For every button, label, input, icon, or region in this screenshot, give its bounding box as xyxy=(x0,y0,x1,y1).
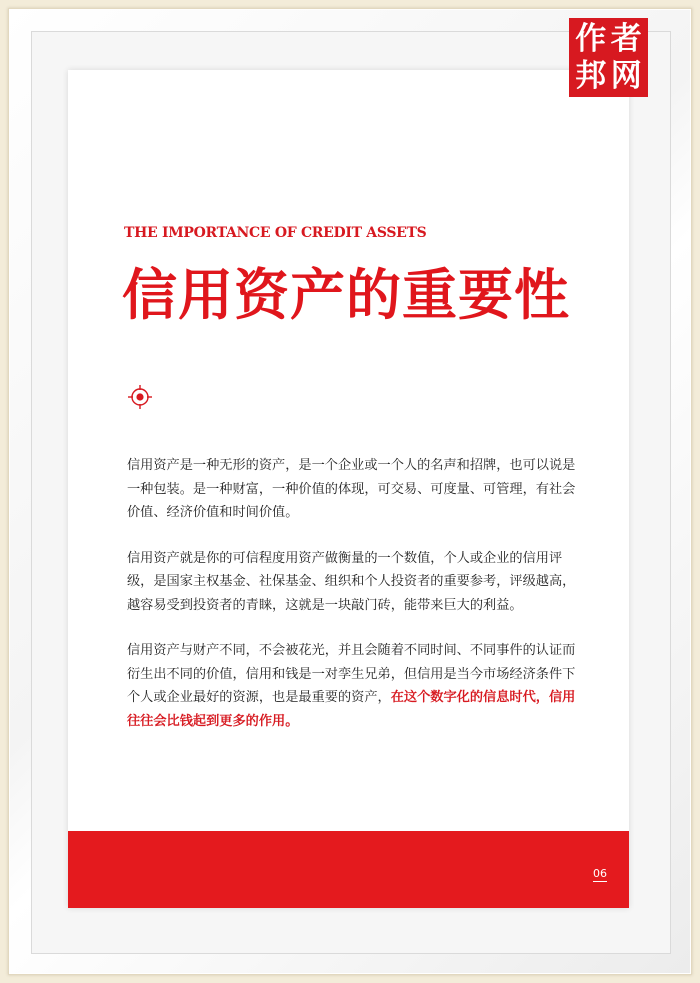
page-title: 信用资产的重要性 xyxy=(122,262,571,327)
body-text xyxy=(127,454,577,755)
logo-char-1: 作 xyxy=(575,21,607,58)
paragraph-1 xyxy=(127,454,577,525)
document-page xyxy=(68,70,629,908)
english-subtitle: THE IMPORTANCE OF CREDIT ASSETS xyxy=(124,225,427,241)
paragraph-2-text: 信用资产就是你的可信程度用资产做衡量的一个数值，个人或企业的信用评级，是国家主权基金、社保基金、组织和个人投资者的重要参考，评级越高，越容易受到投资者的青睐，这就是一块敲门砖，能带来巨大的利益。 xyxy=(127,550,576,613)
logo-char-3: 邦 xyxy=(575,57,607,94)
footer-band xyxy=(68,831,629,908)
logo-char-4: 网 xyxy=(610,57,642,94)
page-number: 06 xyxy=(593,867,607,880)
zuozhebang-logo xyxy=(569,18,648,97)
paragraph-3 xyxy=(127,639,577,733)
paragraph-2 xyxy=(127,547,577,618)
paragraph-3-text: 信用资产与财产不同，不会被花光，并且会随着不同时间、不同事件的认证而衍生出不同的价值，信用和钱是一对孪生兄弟，但信用是当今市场经济条件下个人或企业最好的资源，也是最重要的资产， xyxy=(127,643,576,705)
crosshair-target-icon xyxy=(127,384,153,410)
paragraph-1-text: 信用资产是一种无形的资产，是一个企业或一个人的名声和招牌，也可以说是一种包装。是一种财富，一种价值的体现，可交易、可度量、可管理，有社会价值、经济价值和时间价值。 xyxy=(127,458,576,520)
paragraph-3-highlight: 在这个数字化的信息时代，信用往往会比钱起到更多的作用。 xyxy=(127,690,576,729)
logo-char-2: 者 xyxy=(610,21,642,58)
